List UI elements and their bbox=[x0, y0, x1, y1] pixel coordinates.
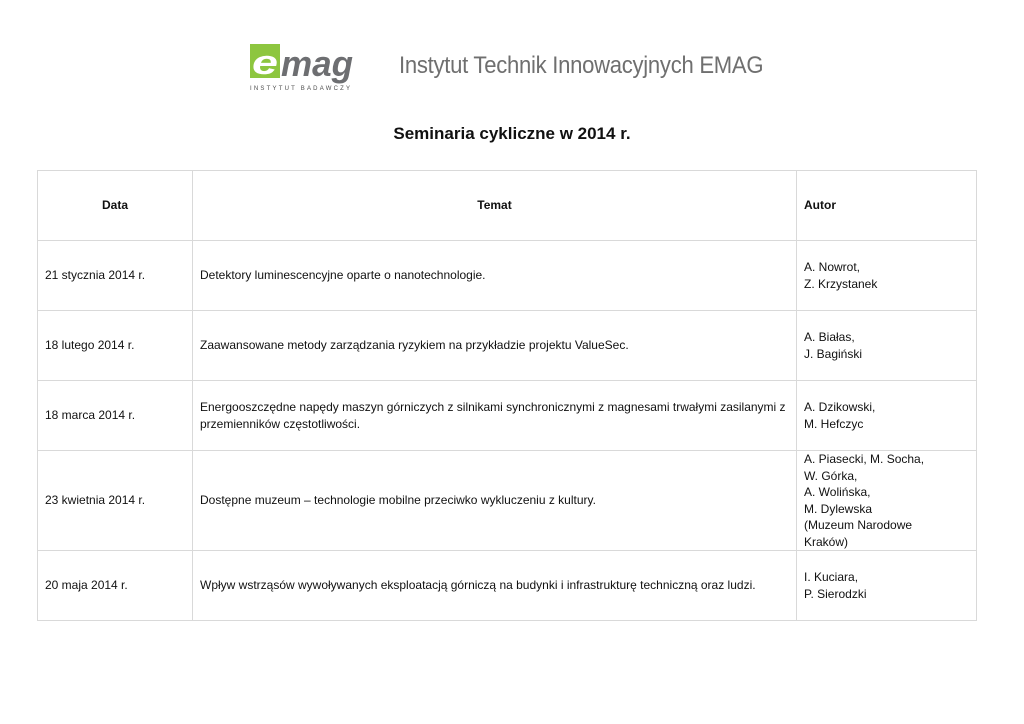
row-date: 21 stycznia 2014 r. bbox=[38, 241, 193, 311]
table-row bbox=[38, 241, 977, 311]
table-row bbox=[38, 311, 977, 381]
institute-name: Instytut Technik Innowacyjnych EMAG bbox=[399, 52, 764, 79]
author-line: M. Hefczyc bbox=[804, 416, 864, 431]
row-authors bbox=[797, 451, 977, 551]
row-date: 18 marca 2014 r. bbox=[38, 381, 193, 451]
row-topic: Wpływ wstrząsów wywoływanych eksploatacją górniczą na budynki i infrastrukturę techniczną oraz ludzi. bbox=[193, 551, 797, 621]
row-topic: Energooszczędne napędy maszyn górniczych z silnikami synchronicznymi z magnesami trwałymi zasilanymi z przemienników częstotliwości. bbox=[193, 381, 797, 451]
author-line: M. Dylewska bbox=[804, 501, 873, 516]
row-topic: Detektory luminescencyjne oparte o nanotechnologie. bbox=[193, 241, 797, 311]
row-authors bbox=[797, 311, 977, 381]
author-line: A. Nowrot, bbox=[804, 260, 861, 274]
author-line: A. Dzikowski, bbox=[804, 400, 876, 414]
emag-logo bbox=[248, 42, 356, 94]
row-date: 23 kwietnia 2014 r. bbox=[38, 451, 193, 551]
author-line: P. Sierodzki bbox=[804, 586, 867, 601]
row-authors bbox=[797, 551, 977, 621]
seminar-table bbox=[37, 170, 977, 621]
row-topic: Dostępne muzeum – technologie mobilne przeciwko wykluczeniu z kultury. bbox=[193, 451, 797, 551]
row-topic: Zaawansowane metody zarządzania ryzykiem na przykładzie projektu ValueSec. bbox=[193, 311, 797, 381]
author-line: (Muzeum Narodowe bbox=[804, 518, 913, 532]
table-header-row bbox=[38, 171, 977, 241]
row-authors bbox=[797, 241, 977, 311]
column-header-author: Autor bbox=[797, 171, 977, 241]
row-authors bbox=[797, 381, 977, 451]
author-line: J. Bagiński bbox=[804, 346, 863, 361]
column-header-date: Data bbox=[38, 171, 193, 241]
author-line: A. Piasecki, M. Socha, bbox=[804, 452, 925, 466]
author-line: Z. Krzystanek bbox=[804, 276, 878, 291]
table-row bbox=[38, 381, 977, 451]
author-line: I. Kuciara, bbox=[804, 570, 859, 584]
author-line: A. Białas, bbox=[804, 330, 855, 344]
author-line: A. Wolińska, bbox=[804, 485, 871, 499]
author-line: Kraków) bbox=[804, 534, 849, 549]
svg-text:e: e bbox=[252, 44, 278, 82]
row-date: 18 lutego 2014 r. bbox=[38, 311, 193, 381]
row-date: 20 maja 2014 r. bbox=[38, 551, 193, 621]
svg-text:mag: mag bbox=[281, 43, 353, 84]
logo-subtitle: INSTYTUT BADAWCZY bbox=[250, 86, 350, 92]
document-title: Seminaria cykliczne w 2014 r. bbox=[393, 124, 631, 143]
column-header-topic: Temat bbox=[193, 171, 797, 241]
table-row bbox=[38, 451, 977, 551]
table-row bbox=[38, 551, 977, 621]
author-line: W. Górka, bbox=[804, 468, 858, 483]
